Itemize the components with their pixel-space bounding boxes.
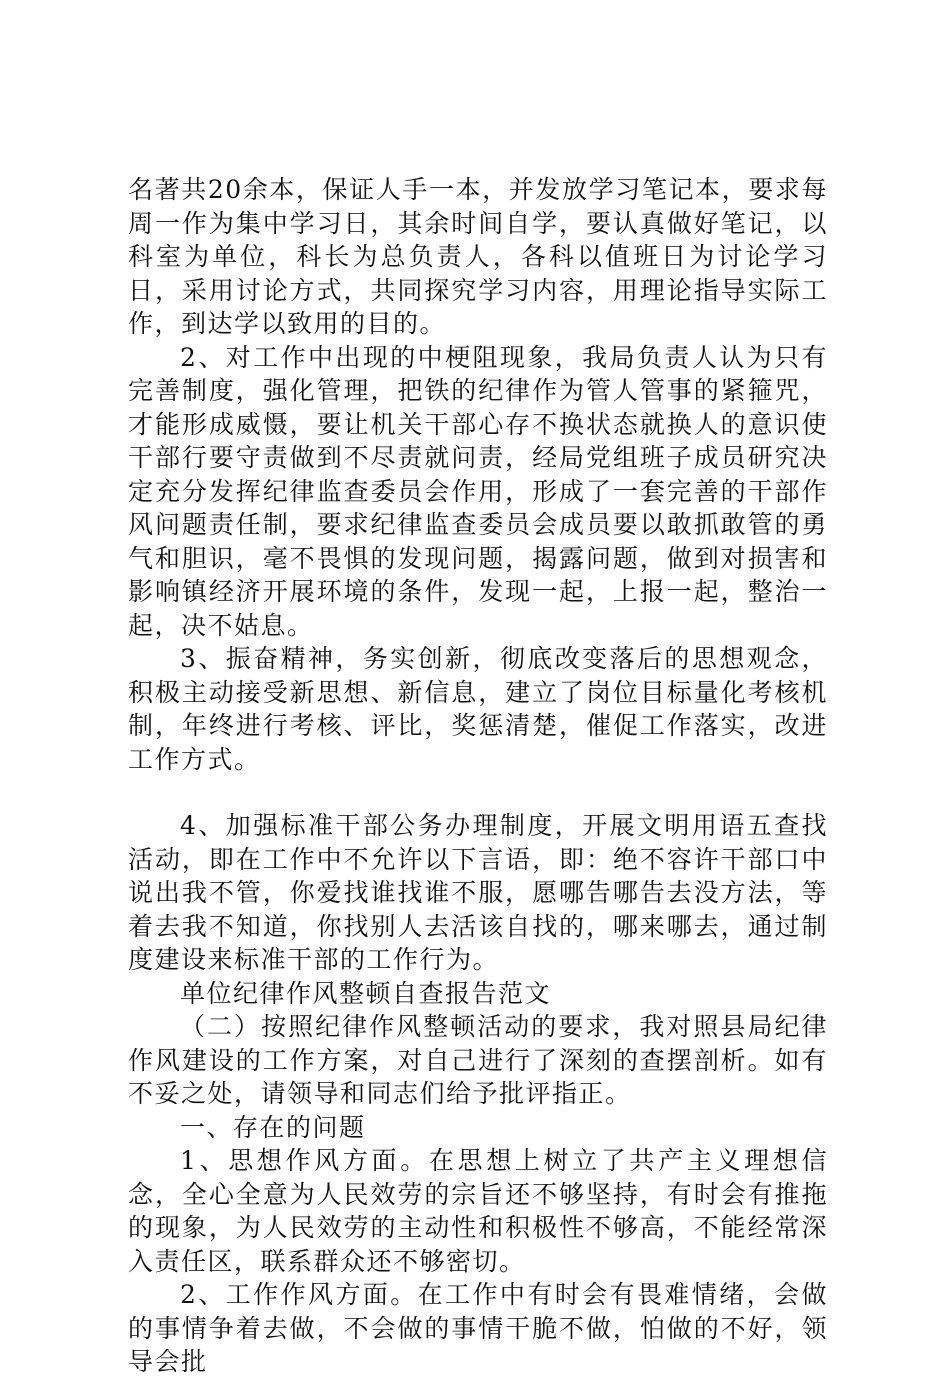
paragraph-gap (128, 776, 828, 809)
paragraph-problem-1: 1、思想作风方面。在思想上树立了共产主义理想信念，全心全意为人民效劳的宗旨还不够坚持，有时会有推拖的现象，为人民效劳的主动性和积极性不够高，不能经常深入责任区，联系群众还不够密切。 (128, 1146, 828, 1276)
paragraph-item-3: 3、振奋精神，务实创新，彻底改变落后的思想观念，积极主动接受新思想、新信息，建立了岗位目标量化考核机制，年终进行考核、评比，奖惩清楚，催促工作落实，改进工作方式。 (128, 644, 828, 774)
paragraph-item-2: 2、对工作中出现的中梗阻现象，我局负责人认为只有完善制度，强化管理，把铁的纪律作为管人管事的紧箍咒，才能形成威慑，要让机关干部心存不换状态就换人的意识使干部行要守责做到不尽责就问责，经局党组班子成员研究决定充分发挥纪律监查委员会作用，形成了一套完善的干部作风问题责任制，要求纪律监查委员会成员要以敢抓敢管的勇气和胆识，毫不畏惧的发现问题，揭露问题，做到对损害和影响镇经济开展环境的条件，发现一起，上报一起，整治一起，决不姑息。 (128, 342, 828, 640)
paragraph-continuation: 名著共20余本，保证人手一本，并发放学习笔记本，要求每周一作为集中学习日，其余时间自学，要认真做好笔记，以科室为单位，科长为总负责人，各科以值班日为讨论学习日，采用讨论方式，共同探究学习内容，用理论指导实际工作，到达学以致用的目的。 (128, 175, 828, 338)
paragraph-intro: （二）按照纪律作风整顿活动的要求，我对照县局纪律作风建设的工作方案，对自己进行了深刻的查摆剖析。如有不妥之处，请领导和同志们给予批评指正。 (128, 1012, 828, 1108)
section-heading-problems: 一、存在的问题 (180, 1112, 366, 1142)
document-body (128, 173, 828, 1379)
paragraph-problem-2: 2、工作作风方面。在工作中有时会有畏难情绪，会做的事情争着去做，不会做的事情干脆不做，怕做的不好，领导会批 (128, 1280, 828, 1376)
paragraph-item-4: 4、加强标准干部公务办理制度，开展文明用语五查找活动，即在工作中不允许以下言语，即：绝不容许干部口中说出我不管，你爱找谁找谁不服，愿哪告哪告去没方法，等着去我不知道，你找别人去活该自找的，哪来哪去，通过制度建设来标准干部的工作行为。 (128, 811, 828, 974)
section-title: 单位纪律作风整顿自查报告范文 (180, 978, 552, 1008)
